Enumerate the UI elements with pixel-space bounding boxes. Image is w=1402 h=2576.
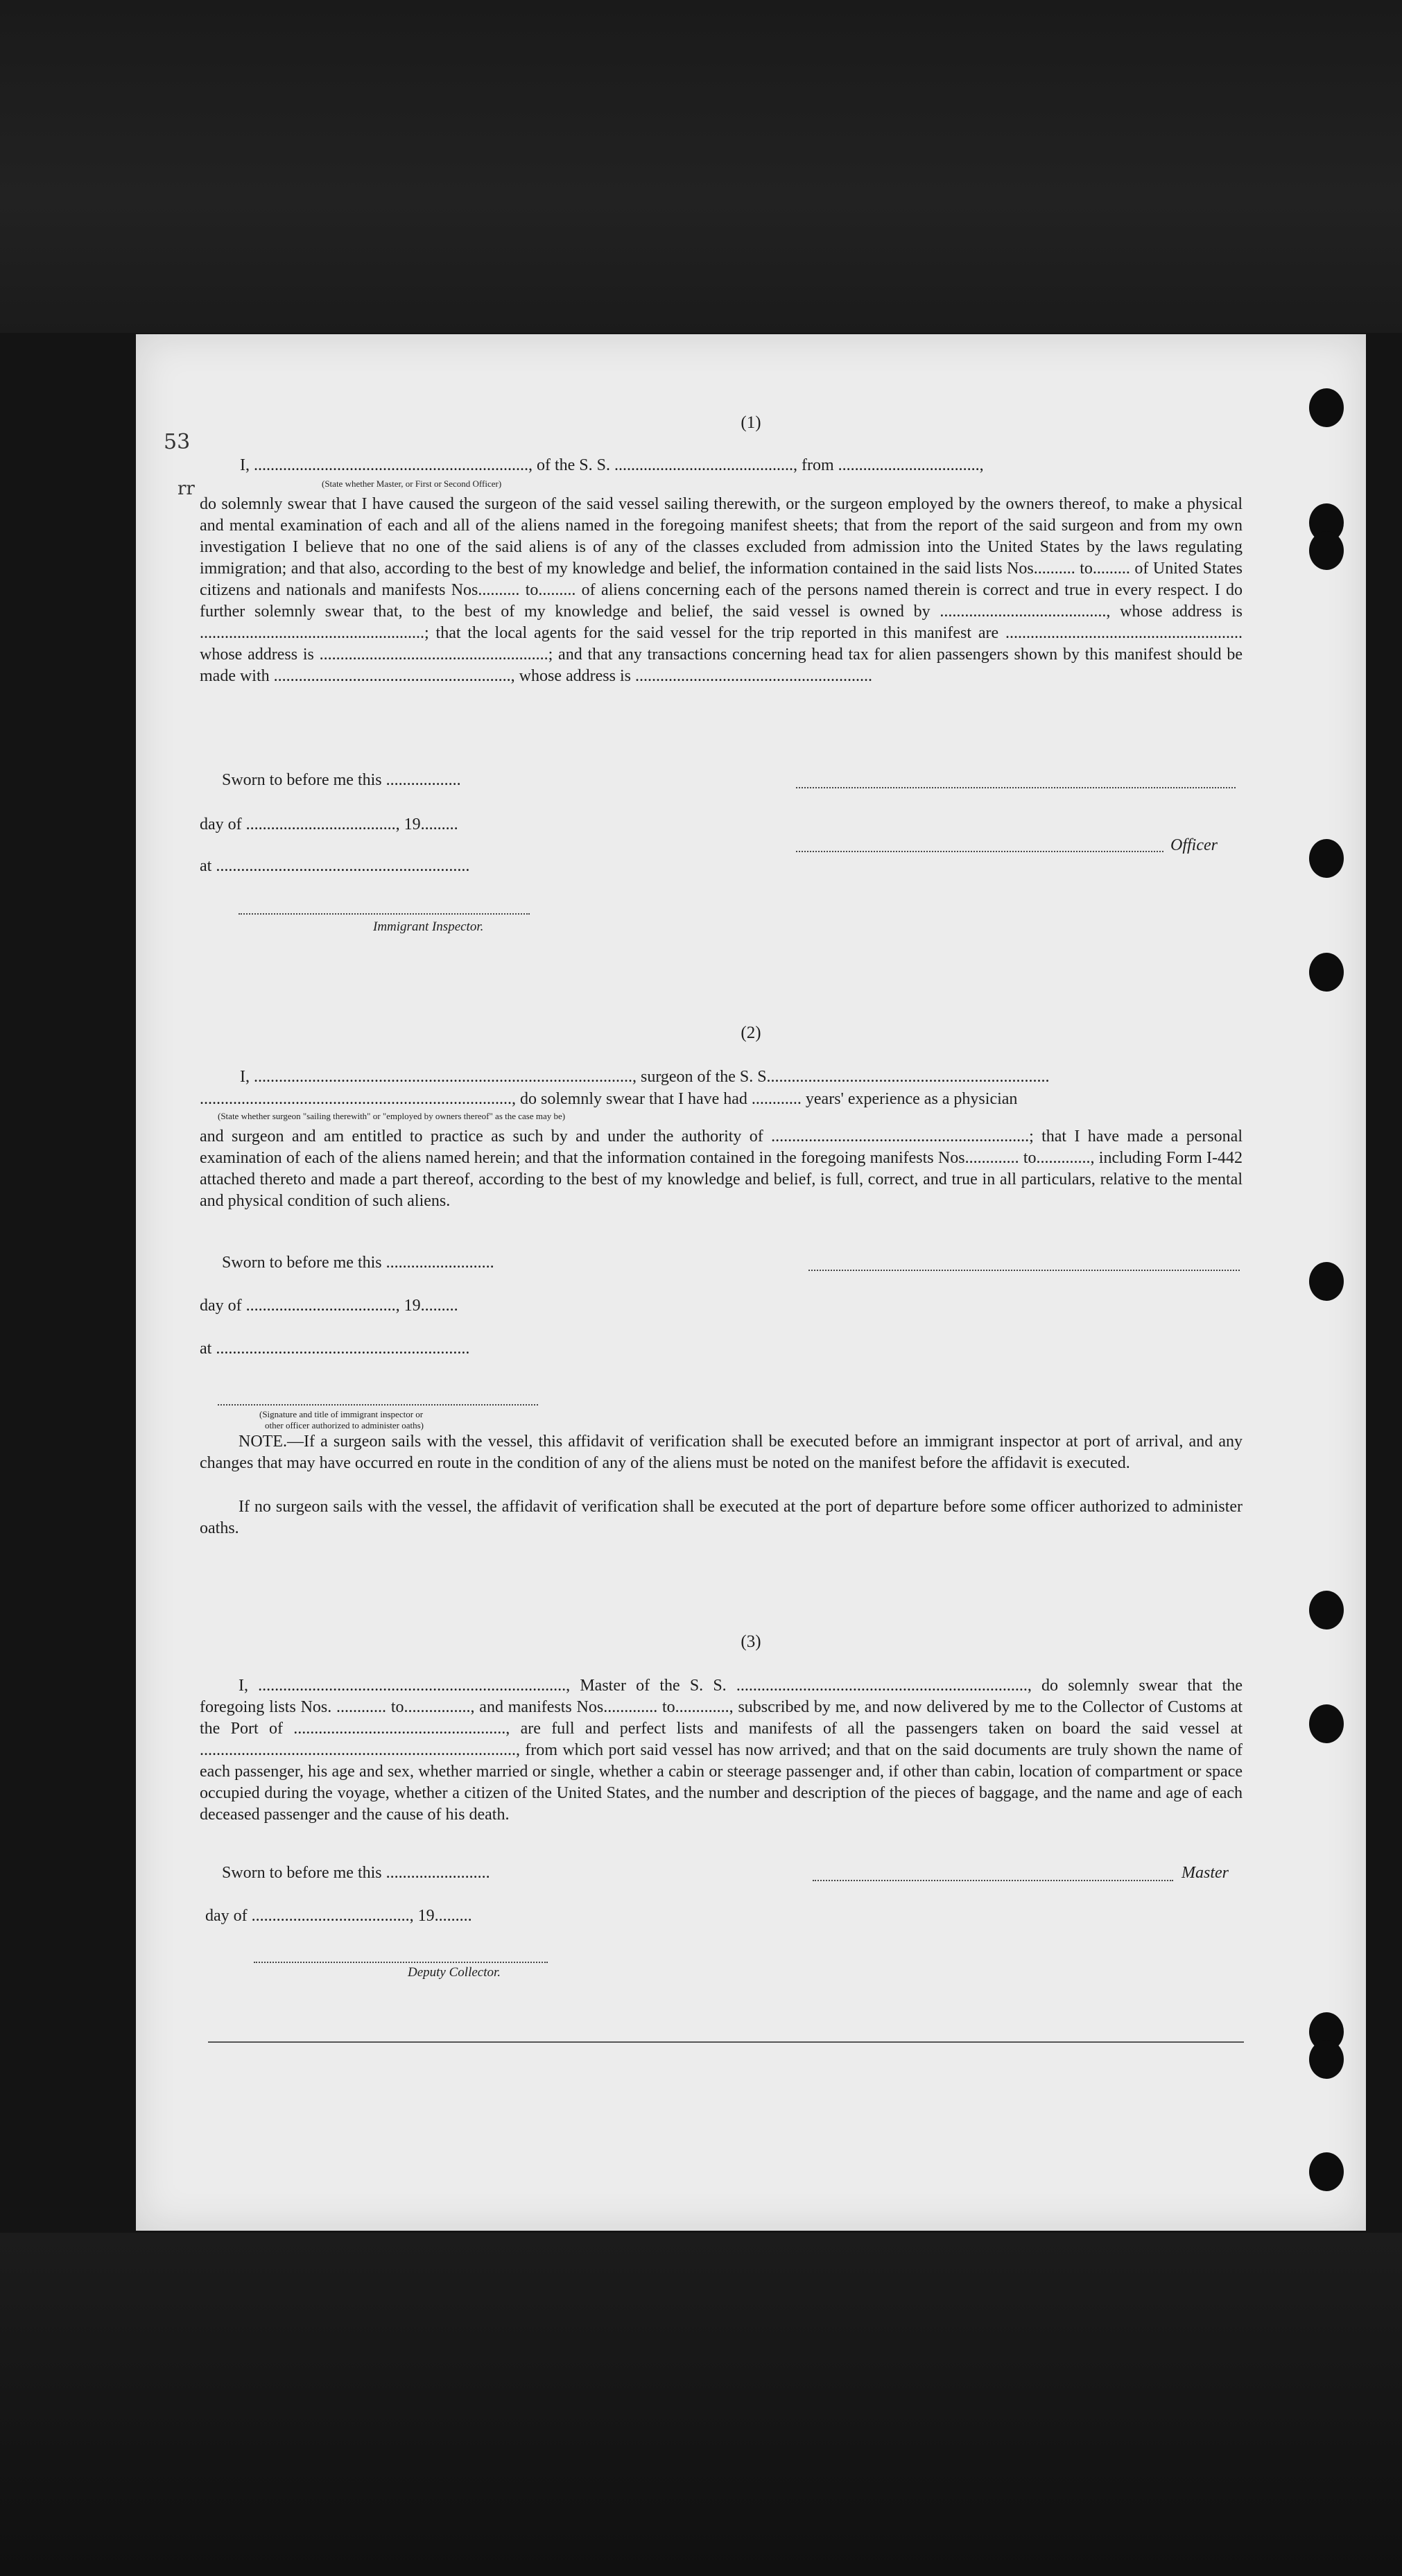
section-2-note-2: If no surgeon sails with the vessel, the affidavit of verification shall be executed at the port of departure before some officer authorized to administer oaths. — [200, 1498, 1243, 1537]
section-3-master-label: Master — [1182, 1864, 1229, 1882]
section-3-collector-signature-line — [254, 1961, 548, 1963]
scan-background-bottom — [0, 2233, 1402, 2576]
section-1-at: at ............................................................. — [200, 857, 470, 875]
section-3-day: day of ......................................, 19......... — [205, 1907, 472, 1925]
section-2-caption: (State whether surgeon "sailing therewith" or "employed by owners thereof" as the case may be) — [218, 1111, 566, 1121]
section-3-number: (3) — [741, 1632, 761, 1651]
section-1-officer-label: Officer — [1170, 836, 1218, 854]
section-2-line-2: ..........................................................................., do solemnly swear that I have had ............ years' experience as a physician — [200, 1090, 1018, 1108]
section-1-day: day of ...................................., 19......... — [200, 815, 458, 833]
section-3-sworn: Sworn to before me this ......................... — [222, 1864, 490, 1882]
handwritten-page-number: 53 — [164, 430, 191, 454]
section-2-day: day of ...................................., 19......... — [200, 1297, 458, 1315]
section-3-master-signature-line — [813, 1879, 1173, 1881]
section-1-line-1: I, .................................................................., of the S. S. ..........................................., from .................................., — [240, 456, 984, 474]
punch-hole — [1309, 2040, 1344, 2079]
handwritten-mark: rr — [178, 478, 195, 499]
punch-hole — [1309, 839, 1344, 878]
section-2-inspector-signature-line — [218, 1403, 538, 1406]
section-1-inspector-signature-line — [239, 913, 530, 915]
section-1-caption: (State whether Master, or First or Second Officer) — [322, 478, 502, 489]
section-1-officer-line — [796, 850, 1163, 852]
punch-hole — [1309, 1704, 1344, 1743]
section-2-body: and surgeon and am entitled to practice as such by and under the authority of ..............................................................; that I have made a personal examination of each of the aliens named herein; and that the information contained in the foregoing manifests Nos............. to............., including Form I-442 attached thereto and made a part thereof, according to the best of my knowledge and belief, is full, correct, and true in all particulars, relative to the mental and physical condition of such aliens. — [200, 1127, 1243, 1210]
section-2-note: NOTE.—If a surgeon sails with the vessel, this affidavit of verification shall be executed before an immigrant inspector at port of arrival, and any changes that may have occurred en route in the condition of any of the aliens must be noted on the manifest before the affidavit is executed. — [200, 1433, 1243, 1472]
section-1-number: (1) — [741, 413, 761, 432]
punch-hole — [1309, 953, 1344, 992]
section-3-body: I, .........................................................................., Master of the S. S. ......................................................................, do solemnly swear that the foregoing lists Nos. ............ to................, and manifests Nos............. to............., subscribed by me, and now delivered by me to the Collector of Customs at the Port of ..................................................., are full and perfect lists and manifests of all the passengers taken on board the said vessel at ............................................................................, from which port said vessel has now arrived; and that on the said documents are truly shown the name of each passenger, his age and sex, whether married or single, whether a cabin or steerage passenger and, if other than cabin, location of compartment or space occupied during the voyage, whether a citizen of the United States, and the number and description of the pieces of baggage, and the name and age of each deceased passenger and the cause of his death. — [200, 1677, 1243, 1824]
section-2-sworn: Sworn to before me this .......................... — [222, 1254, 494, 1272]
section-2-sig-caption-2: other officer authorized to administer oaths) — [265, 1420, 424, 1430]
punch-hole — [1309, 1591, 1344, 1630]
punch-hole — [1309, 531, 1344, 570]
section-1-master-signature-line — [796, 786, 1236, 788]
section-1-body: do solemnly swear that I have caused the surgeon of the said vessel sailing therewith, or the surgeon employed by the owners thereof, to make a physical and mental examination of each and all of the aliens named in the foregoing manifest sheets; that from the report of the said surgeon and from my own investigation I believe that no one of the said aliens is of any of the classes excluded from admission into the United States by the laws regulating immigration; and that also, according to the best of my knowledge and belief, the information contained in the said lists Nos.......... to......... of United States citizens and nationals and manifests Nos.......... to......... of aliens concerning each of the persons named therein is correct and true in every respect. I do further solemnly swear that, to the best of my knowledge and belief, the said vessel is owned by ........................................, whose address is ......................................................; that the local agents for the said vessel for the trip reported in this manifest are ......................................................... whose address is .......................................................; and that any transactions concerning head tax for alien passengers shown by this manifest should be made with ........................................................., whose address is ......................................................... — [200, 495, 1243, 685]
scan-background-top — [0, 0, 1402, 333]
section-2-line-1: I, ..........................................................................................., surgeon of the S. S.................................................................... — [240, 1068, 1050, 1086]
punch-hole — [1309, 1262, 1344, 1301]
section-2-at: at ............................................................. — [200, 1340, 470, 1358]
manifest-page — [136, 334, 1366, 2231]
section-1-inspector-caption: Immigrant Inspector. — [373, 919, 484, 934]
punch-hole — [1309, 2152, 1344, 2191]
section-1-sworn: Sworn to before me this .................. — [222, 771, 461, 789]
bottom-rule — [208, 2041, 1244, 2043]
section-2-number: (2) — [741, 1023, 761, 1042]
section-2-sig-caption-1: (Signature and title of immigrant inspector or — [259, 1409, 424, 1419]
section-3-collector-caption: Deputy Collector. — [408, 1965, 501, 1980]
section-2-surgeon-signature-line — [808, 1269, 1240, 1271]
